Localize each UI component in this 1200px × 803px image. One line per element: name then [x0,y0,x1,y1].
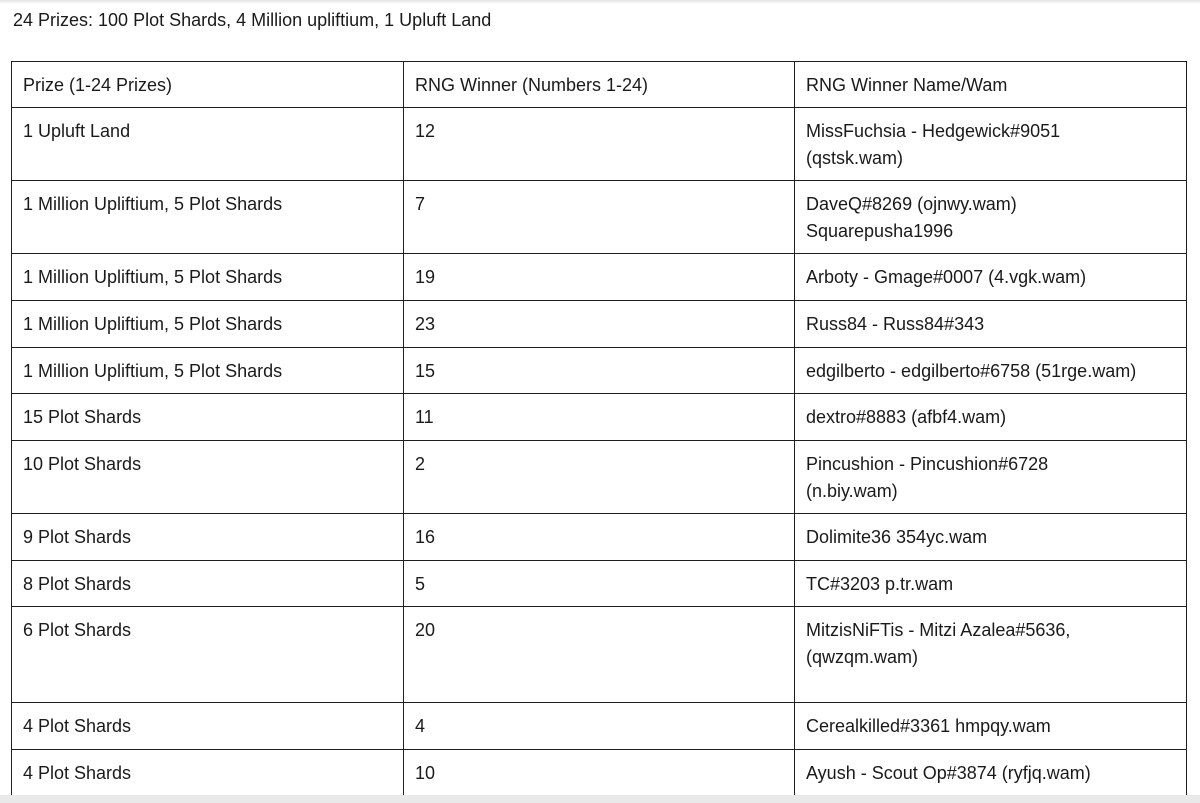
winner-cell [795,108,1187,181]
winner-line: DaveQ#8269 (ojnwy.wam) [806,194,1017,214]
winner-line: Squarepusha1996 [806,221,954,241]
table-row [12,301,1187,348]
table-row [12,108,1187,181]
number-cell: 19 [404,254,795,301]
page-bottom-shade [0,795,1200,803]
number-cell: 7 [404,181,795,254]
table-row [12,394,1187,441]
winner-line: edgilberto - edgilberto#6758 (51rge.wam) [806,361,1137,381]
winner-cell [795,514,1187,561]
header-prize: Prize (1-24 Prizes) [12,62,404,108]
prize-cell: 1 Million Upliftium, 5 Plot Shards [12,348,404,394]
winner-line: (qstsk.wam) [806,148,904,168]
winner-line: (qwzqm.wam) [806,647,919,667]
table-row [12,607,1187,703]
winner-cell [795,703,1187,750]
prize-cell: 6 Plot Shards [12,607,404,703]
number-cell: 15 [404,348,795,394]
table-row [12,254,1187,301]
number-cell: 20 [404,607,795,703]
table-row [12,514,1187,561]
table-row [12,703,1187,750]
prize-cell: 1 Upluft Land [12,108,404,181]
page-top-shadow [0,0,1200,4]
prize-cell: 9 Plot Shards [12,514,404,561]
header-rng-number: RNG Winner (Numbers 1-24) [404,62,795,108]
prize-cell: 8 Plot Shards [12,561,404,607]
number-cell: 5 [404,561,795,607]
prize-cell: 1 Million Upliftium, 5 Plot Shards [12,181,404,254]
winner-cell [795,181,1187,254]
number-cell: 23 [404,301,795,348]
table-row [12,441,1187,514]
winner-line: Cerealkilled#3361 hmpqy.wam [806,716,1051,736]
number-cell: 2 [404,441,795,514]
winner-line: TC#3203 p.tr.wam [806,574,954,594]
winner-line: dextro#8883 (afbf4.wam) [806,407,1007,427]
winner-cell [795,441,1187,514]
winner-line: Ayush - Scout Op#3874 (ryfjq.wam) [806,763,1091,783]
winner-cell [795,561,1187,607]
number-cell: 16 [404,514,795,561]
winner-line: (n.biy.wam) [806,481,898,501]
table-row [12,181,1187,254]
prize-cell: 15 Plot Shards [12,394,404,441]
table-row [12,348,1187,394]
prize-winners-table [11,61,1187,796]
winner-cell [795,607,1187,703]
table-row [12,561,1187,607]
prize-cell: 1 Million Upliftium, 5 Plot Shards [12,301,404,348]
winner-cell [795,348,1187,394]
winner-line: Pincushion - Pincushion#6728 [806,454,1049,474]
number-cell: 4 [404,703,795,750]
winner-cell [795,394,1187,441]
winner-line: MitzisNiFTis - Mitzi Azalea#5636, [806,620,1071,640]
prize-cell: 4 Plot Shards [12,750,404,796]
winner-cell [795,750,1187,796]
winner-cell [795,254,1187,301]
page-heading: 24 Prizes: 100 Plot Shards, 4 Million upliftium, 1 Upluft Land [13,10,492,30]
table-header-row [12,62,1187,108]
winner-cell [795,301,1187,348]
prize-cell: 4 Plot Shards [12,703,404,750]
prize-cell: 10 Plot Shards [12,441,404,514]
number-cell: 10 [404,750,795,796]
header-winner: RNG Winner Name/Wam [795,62,1187,108]
winner-line: Dolimite36 354yc.wam [806,527,988,547]
winner-line: MissFuchsia - Hedgewick#9051 [806,121,1061,141]
table-row [12,750,1187,796]
number-cell: 12 [404,108,795,181]
prize-cell: 1 Million Upliftium, 5 Plot Shards [12,254,404,301]
number-cell: 11 [404,394,795,441]
winner-line: Arboty - Gmage#0007 (4.vgk.wam) [806,267,1087,287]
winner-line: Russ84 - Russ84#343 [806,314,985,334]
